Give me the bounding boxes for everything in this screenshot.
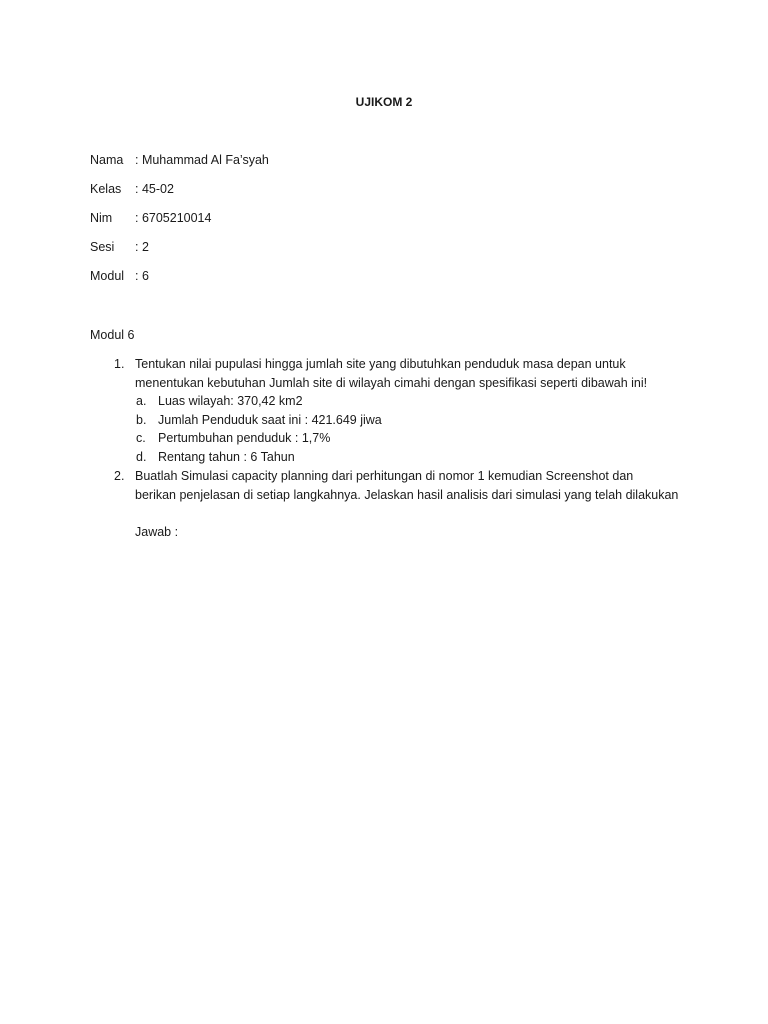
question-number: 2. xyxy=(114,469,125,483)
question-text-line: Tentukan nilai pupulasi hingga jumlah site yang dibutuhkan penduduk masa depan untuk xyxy=(135,357,626,371)
document-title: UJIKOM 2 xyxy=(355,95,413,109)
identity-value-nama: : Muhammad Al Fa’syah xyxy=(135,153,269,167)
section-heading: Modul 6 xyxy=(90,328,135,342)
identity-label-nama: Nama xyxy=(90,153,124,167)
question-number: 1. xyxy=(114,357,125,371)
identity-label-sesi: Sesi xyxy=(90,240,115,254)
sub-item-letter: b. xyxy=(136,413,147,427)
sub-item-letter: c. xyxy=(136,431,146,445)
sub-item-text: Luas wilayah: 370,42 km2 xyxy=(158,394,303,408)
sub-item-letter: d. xyxy=(136,450,147,464)
identity-label-kelas: Kelas xyxy=(90,182,122,196)
identity-label-modul: Modul xyxy=(90,269,125,283)
identity-value-nim: : 6705210014 xyxy=(135,211,212,225)
sub-item-text: Rentang tahun : 6 Tahun xyxy=(158,450,295,464)
question-text-line: berikan penjelasan di setiap langkahnya. Jelaskan hasil analisis dari simulasi yang telah dilakukan xyxy=(135,488,679,502)
identity-value-kelas: : 45-02 xyxy=(135,182,174,196)
question-text-line: menentukan kebutuhan Jumlah site di wilayah cimahi dengan spesifikasi seperti dibawah ini! xyxy=(135,376,648,390)
sub-item-text: Pertumbuhan penduduk : 1,7% xyxy=(158,431,331,445)
answer-label: Jawab : xyxy=(135,525,179,539)
sub-item-letter: a. xyxy=(136,394,147,408)
identity-value-sesi: : 2 xyxy=(135,240,149,254)
sub-item-text: Jumlah Penduduk saat ini : 421.649 jiwa xyxy=(158,413,382,427)
question-text-line: Buatlah Simulasi capacity planning dari perhitungan di nomor 1 kemudian Screenshot dan xyxy=(135,469,634,483)
identity-value-modul: : 6 xyxy=(135,269,149,283)
identity-label-nim: Nim xyxy=(90,211,113,225)
